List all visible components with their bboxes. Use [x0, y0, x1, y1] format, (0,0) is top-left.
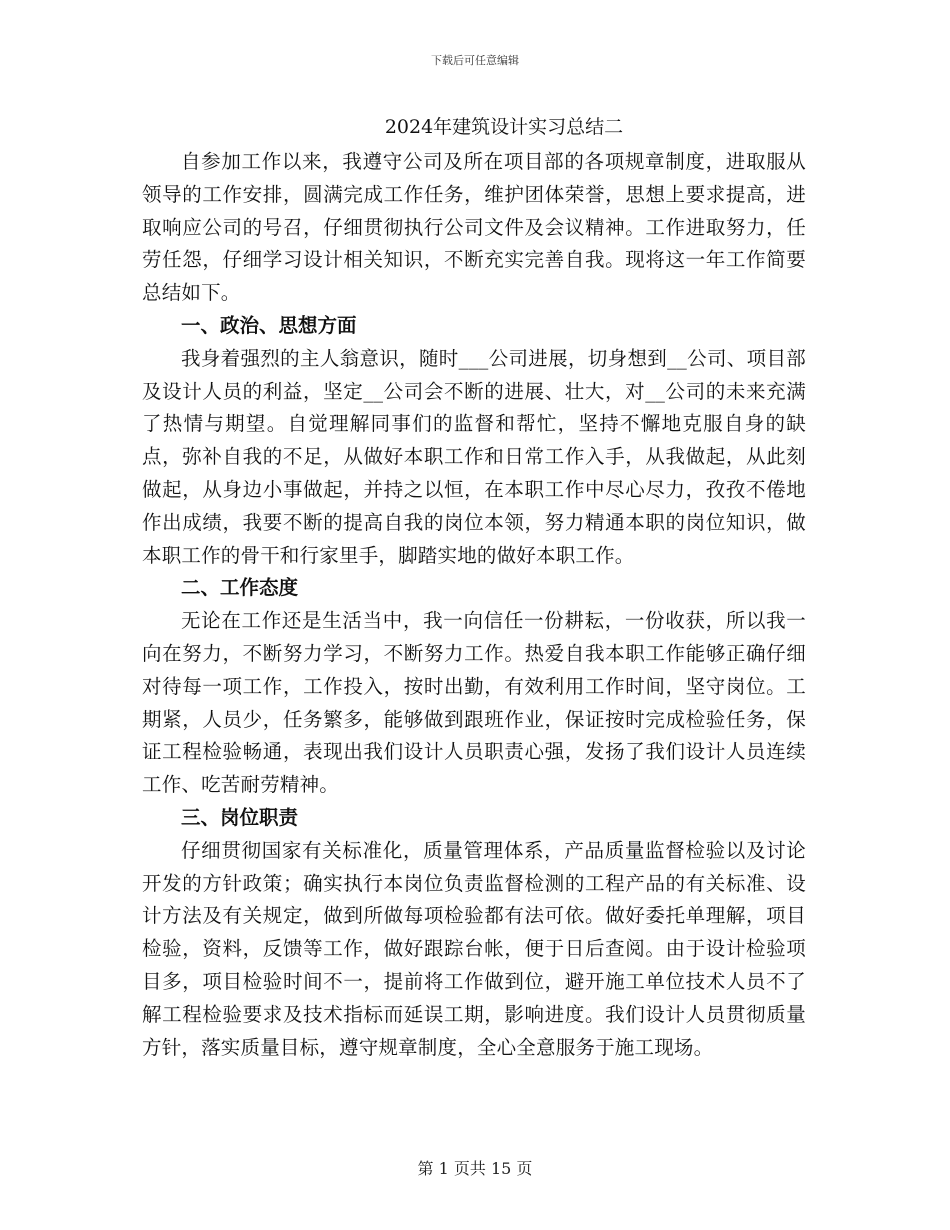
header-note: 下载后可任意编辑: [431, 54, 519, 67]
section-body-duties: 仔细贯彻国家有关标准化，质量管理体系，产品质量监督检验以及讨论开发的方针政策；确实执行本岗位负责监督检测的工程产品的有关标准、设计方法及有关规定，做到所做每项检验都有法可依。做好委托单理解，项目检验，资料，反馈等工作，做好跟踪台帐，便于日后查阅。由于设计检验项目多，项目检验时间不一，提前将工作做到位，避开施工单位技术人员不了解工程检验要求及技术指标而延误工期，影响进度。我们设计人员贯彻质量方针，落实质量目标，遵守规章制度，全心全意服务于施工现场。: [142, 838, 806, 1059]
page-footer: 第 1 页共 15 页: [417, 1159, 533, 1178]
section-body-politics: 我身着强烈的主人翁意识，随时___公司进展，切身想到__公司、项目部及设计人员的利益，坚定__公司会不断的进展、壮大，对__公司的未来充满了热情与期望。自觉理解同事们的监督和帮忙，坚持不懈地克服自身的缺点，弥补自我的不足，从做好本职工作和日常工作入手，从我做起，从此刻做起，从身边小事做起，并持之以恒，在本职工作中尽心尽力，孜孜不倦地作出成绩，我要不断的提高自我的岗位本领，努力精通本职的岗位知识，做本职工作的骨干和行家里手，脚踏实地的做好本职工作。: [142, 346, 806, 567]
section-heading-politics: 一、政治、思想方面: [181, 313, 357, 337]
document-body: [142, 108, 806, 1064]
section-heading-duties: 三、岗位职责: [181, 805, 299, 829]
intro-paragraph: 自参加工作以来，我遵守公司及所在项目部的各项规章制度，进取服从领导的工作安排，圆满完成工作任务，维护团体荣誉，思想上要求提高，进取响应公司的号召，仔细贯彻执行公司文件及会议精神。工作进取努力，任劳任怨，仔细学习设计相关知识，不断充实完善自我。现将这一年工作简要总结如下。: [142, 150, 806, 305]
section-heading-attitude: 二、工作态度: [181, 576, 299, 600]
document-title: 2024年建筑设计实习总结二: [384, 116, 624, 138]
section-body-attitude: 无论在工作还是生活当中，我一向信任一份耕耘，一份收获，所以我一向在努力，不断努力学习，不断努力工作。热爱自我本职工作能够正确仔细对待每一项工作，工作投入，按时出勤，有效利用工作时间，坚守岗位。工期紧，人员少，任务繁多，能够做到跟班作业，保证按时完成检验任务，保证工程检验畅通，表现出我们设计人员职责心强，发扬了我们设计人员连续工作、吃苦耐劳精神。: [142, 609, 806, 797]
